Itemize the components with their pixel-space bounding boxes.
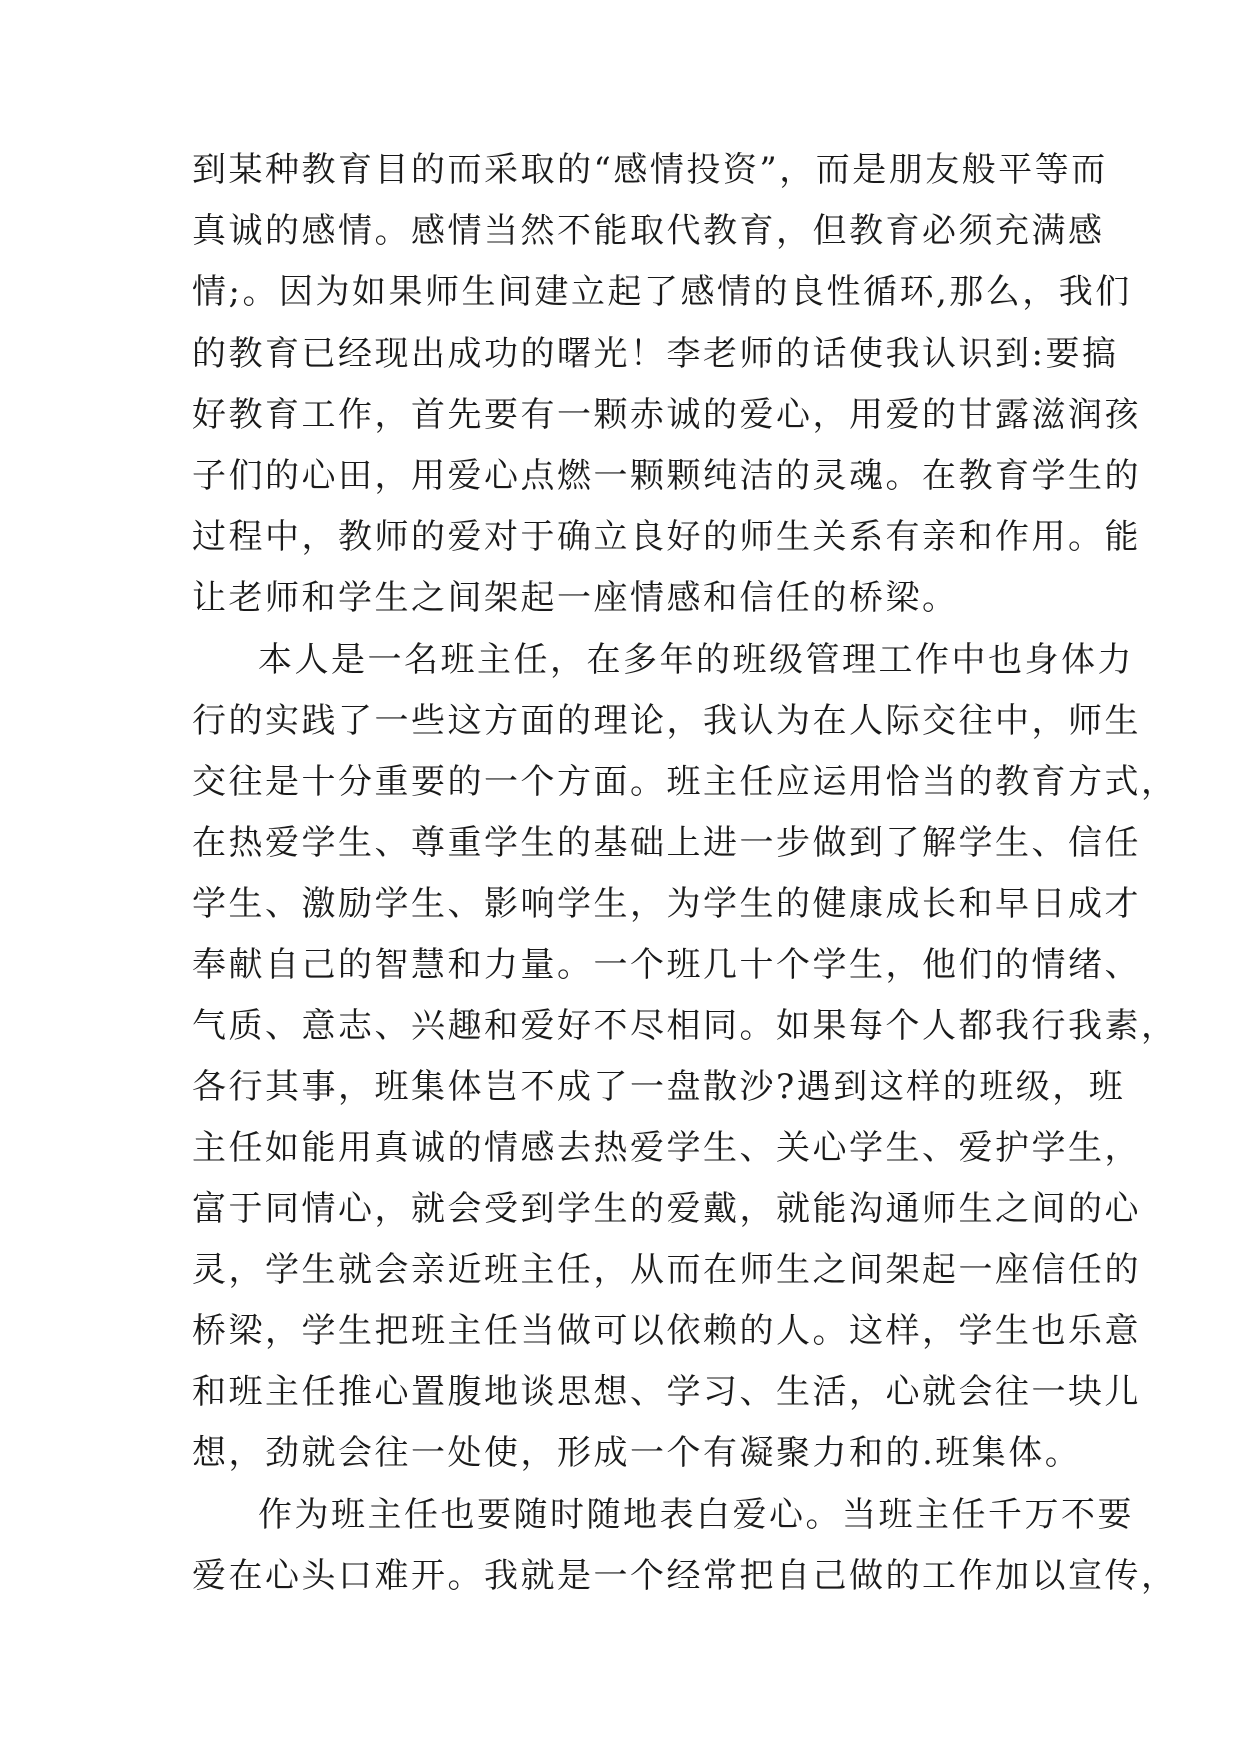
text-line: 主任如能用真诚的情感去热爱学生、关心学生、爱护学生， xyxy=(192,1128,1141,1168)
paragraph-start-line: 本人是一名班主任，在多年的班级管理工作中也身体力 xyxy=(258,640,1134,680)
text-line: 富于同情心，就会受到学生的爱戴，就能沟通师生之间的心 xyxy=(192,1189,1141,1229)
text-line: 情;。因为如果师生间建立起了感情的良性循环,那么，我们 xyxy=(192,272,1132,312)
text-line: 灵，学生就会亲近班主任，从而在师生之间架起一座信任的 xyxy=(192,1250,1141,1290)
text-line: 真诚的感情。感情当然不能取代教育，但教育必须充满感 xyxy=(192,211,1105,251)
text-line: 桥梁，学生把班主任当做可以依赖的人。这样，学生也乐意 xyxy=(192,1311,1141,1351)
text-line: 交往是十分重要的一个方面。班主任应运用恰当的教育方式， xyxy=(192,762,1178,802)
text-line: 行的实践了一些这方面的理论，我认为在人际交往中，师生 xyxy=(192,701,1141,741)
text-line: 到某种教育目的而采取的“感情投资”，而是朋友般平等而 xyxy=(192,150,1108,190)
text-line: 气质、意志、兴趣和爱好不尽相同。如果每个人都我行我素， xyxy=(192,1006,1178,1046)
text-line: 学生、激励学生、影响学生，为学生的健康成长和早日成才 xyxy=(192,884,1141,924)
text-line: 爱在心头口难开。我就是一个经常把自己做的工作加以宣传， xyxy=(192,1556,1178,1596)
text-line: 各行其事，班集体岂不成了一盘散沙?遇到这样的班级，班 xyxy=(192,1067,1126,1107)
paragraph-start-line: 作为班主任也要随时随地表白爱心。当班主任千万不要 xyxy=(258,1495,1134,1535)
text-line: 好教育工作，首先要有一颗赤诚的爱心，用爱的甘露滋润孩 xyxy=(192,395,1141,435)
text-line: 想，劲就会往一处使，形成一个有凝聚力和的.班集体。 xyxy=(192,1433,1082,1473)
text-line: 让老师和学生之间架起一座情感和信任的桥梁。 xyxy=(192,578,959,618)
text-line: 在热爱学生、尊重学生的基础上进一步做到了解学生、信任 xyxy=(192,823,1141,863)
text-line: 子们的心田，用爱心点燃一颗颗纯洁的灵魂。在教育学生的 xyxy=(192,456,1141,496)
text-line: 的教育已经现出成功的曙光！李老师的话使我认识到:要搞 xyxy=(192,334,1119,374)
text-line: 奉献自己的智慧和力量。一个班几十个学生，他们的情绪、 xyxy=(192,945,1141,985)
text-line: 过程中，教师的爱对于确立良好的师生关系有亲和作用。能 xyxy=(192,517,1141,557)
text-line: 和班主任推心置腹地谈思想、学习、生活，心就会往一块儿 xyxy=(192,1372,1141,1412)
